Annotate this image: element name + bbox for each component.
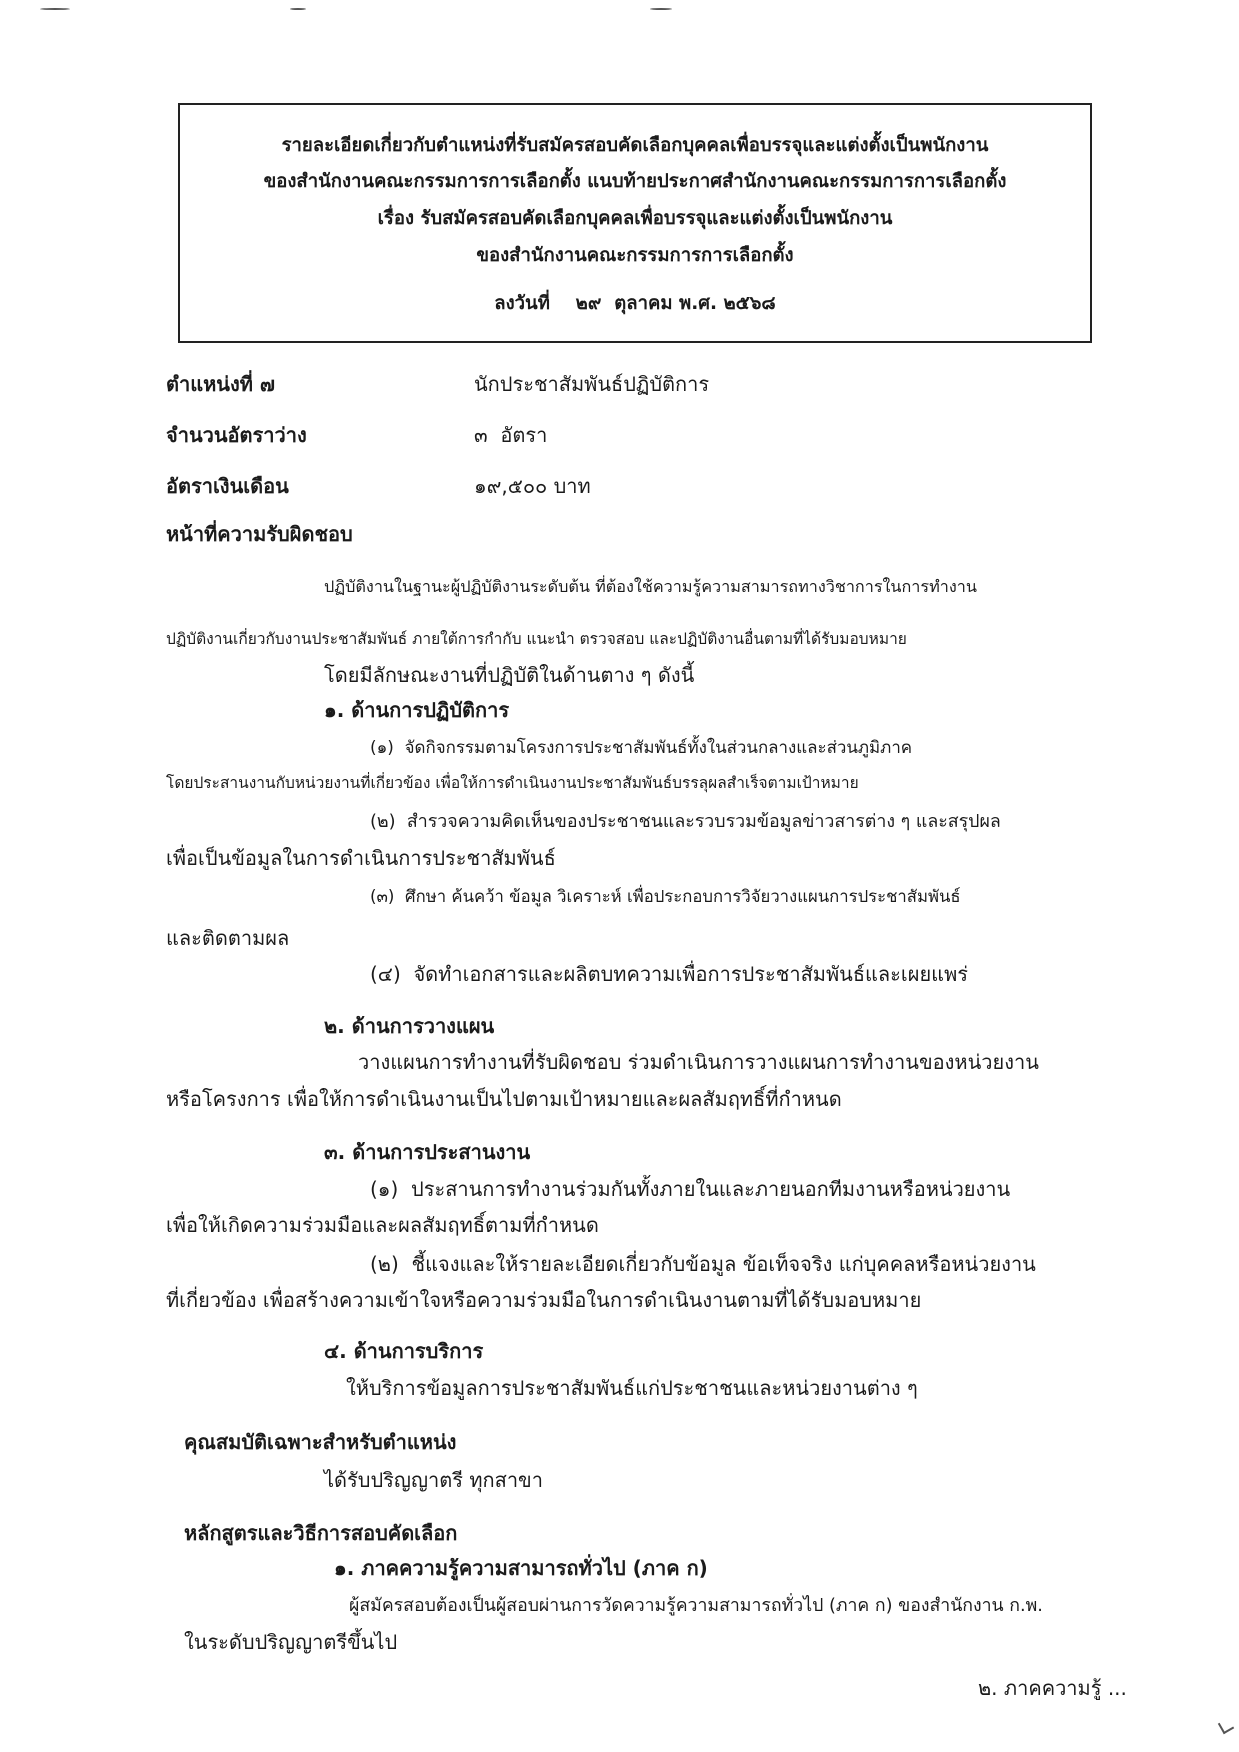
exam-part1-line2: ในระดับปริญญาตรีขึ้นไป — [184, 1630, 398, 1654]
section2-heading: ๒. ด้านการวางแผน — [324, 1014, 495, 1038]
continued-marker: ๒. ภาคความรู้ ... — [978, 1676, 1127, 1700]
section1-item3-line1: (๓) ศึกษา ค้นคว้า ข้อมูล วิเคราะห์ เพื่อประกอบการวิจัยวางแผนการประชาสัมพันธ์ — [370, 886, 961, 906]
section1-item4: (๔) จัดทำเอกสารและผลิตบทความเพื่อการประชาสัมพันธ์และเผยแพร่ — [370, 962, 968, 986]
section3-heading: ๓. ด้านการประสานงาน — [324, 1140, 531, 1164]
salary-value: ๑๙,๕๐๐ บาท — [474, 474, 591, 498]
section3-item1-line2: เพื่อให้เกิดความร่วมมือและผลสัมฤทธิ์ตามที่กำหนด — [166, 1213, 599, 1237]
section3-item2-line1: (๒) ชี้แจงและให้รายละเอียดเกี่ยวกับข้อมูล ข้อเท็จจริง แก่บุคคลหรือหน่วยงาน — [370, 1252, 1036, 1276]
section1-heading: ๑. ด้านการปฏิบัติการ — [324, 698, 510, 722]
duties-lead: โดยมีลักษณะงานที่ปฏิบัติในด้านตาง ๆ ดังนี้ — [324, 663, 695, 687]
vacancies-value: ๓ อัตรา — [474, 423, 548, 447]
section3-item2-line2: ที่เกี่ยวข้อง เพื่อสร้างความเข้าใจหรือความร่วมมือในการดำเนินงานตามที่ได้รับมอบหมาย — [166, 1288, 922, 1312]
header-title-line1: รายละเอียดเกี่ยวกับตำแหน่งที่รับสมัครสอบคัดเลือกบุคคลเพื่อบรรจุและแต่งตั้งเป็นพนักงาน — [281, 135, 989, 156]
scan-artifact — [40, 8, 70, 10]
header-title-line2: ของสำนักงานคณะกรรมการการเลือกตั้ง แนบท้ายประกาศสำนักงานคณะกรรมการการเลือกตั้ง — [263, 171, 1007, 192]
section1-item2-line2: เพื่อเป็นข้อมูลในการดำเนินการประชาสัมพันธ์ — [166, 846, 556, 870]
section4-heading: ๔. ด้านการบริการ — [324, 1339, 484, 1363]
section1-item1-line2: โดยประสานงานกับหน่วยงานที่เกี่ยวข้อง เพื่อให้การดำเนินงานประชาสัมพันธ์บรรลุผลสำเร็จตามเป้าหมาย — [166, 774, 859, 792]
header-title-line3: เรื่อง รับสมัครสอบคัดเลือกบุคคลเพื่อบรรจุและแต่งตั้งเป็นพนักงาน — [377, 208, 893, 229]
section3-item1-line1: (๑) ประสานการทำงานร่วมกันทั้งภายในและภายนอกทีมงานหรือหน่วยงาน — [370, 1177, 1011, 1201]
scan-artifact — [650, 8, 672, 10]
duties-heading: หน้าที่ความรับผิดชอบ — [166, 522, 353, 546]
exam-heading: หลักสูตรและวิธีการสอบคัดเลือก — [184, 1521, 458, 1545]
duties-intro-line1: ปฏิบัติงานในฐานะผู้ปฏิบัติงานระดับต้น ที่ต้องใช้ความรู้ความสามารถทางวิชาการในการทำงาน — [324, 577, 977, 596]
qualifications-text: ได้รับปริญญาตรี ทุกสาขา — [324, 1468, 543, 1492]
header-date: ลงวันที่ ๒๙ ตุลาคม พ.ศ. ๒๕๖๘ — [494, 293, 776, 314]
scan-artifact — [290, 8, 306, 10]
qualifications-heading: คุณสมบัติเฉพาะสำหรับตำแหน่ง — [184, 1430, 457, 1454]
exam-part1-heading: ๑. ภาคความรู้ความสามารถทั่วไป (ภาค ก) — [334, 1556, 708, 1580]
duties-intro-line2: ปฏิบัติงานเกี่ยวกับงานประชาสัมพันธ์ ภายใต้การกำกับ แนะนำ ตรวจสอบ และปฏิบัติงานอื่นตามที่ได้รับมอบหมาย — [166, 630, 907, 648]
vacancies-label: จำนวนอัตราว่าง — [166, 423, 307, 447]
section4-line1: ให้บริการข้อมูลการประชาสัมพันธ์แก่ประชาชนและหน่วยงานต่าง ๆ — [346, 1376, 918, 1400]
section1-item2-line1: (๒) สำรวจความคิดเห็นของประชาชนและรวบรวมข้อมูลข่าวสารต่าง ๆ และสรุปผล — [370, 811, 1001, 832]
position-value: นักประชาสัมพันธ์ปฏิบัติการ — [474, 372, 710, 396]
salary-label: อัตราเงินเดือน — [166, 474, 289, 498]
section2-line2: หรือโครงการ เพื่อให้การดำเนินงานเป็นไปตามเป้าหมายและผลสัมฤทธิ์ที่กำหนด — [166, 1087, 842, 1111]
scan-artifact — [1218, 1718, 1234, 1734]
section1-item1-line1: (๑) จัดกิจกรรมตามโครงการประชาสัมพันธ์ทั้งในส่วนกลางและส่วนภูมิภาค — [370, 737, 913, 757]
header-title-line4: ของสำนักงานคณะกรรมการการเลือกตั้ง — [476, 245, 794, 266]
exam-part1-line1: ผู้สมัครสอบต้องเป็นผู้สอบผ่านการวัดความรู้ความสามารถทั่วไป (ภาค ก) ของสำนักงาน ก.พ. — [349, 1596, 1043, 1616]
section1-item3-line2: และติดตามผล — [166, 926, 290, 950]
section2-line1: วางแผนการทำงานที่รับผิดชอบ ร่วมดำเนินการวางแผนการทำงานของหน่วยงาน — [358, 1050, 1039, 1074]
position-label: ตำแหน่งที่ ๗ — [166, 372, 275, 396]
